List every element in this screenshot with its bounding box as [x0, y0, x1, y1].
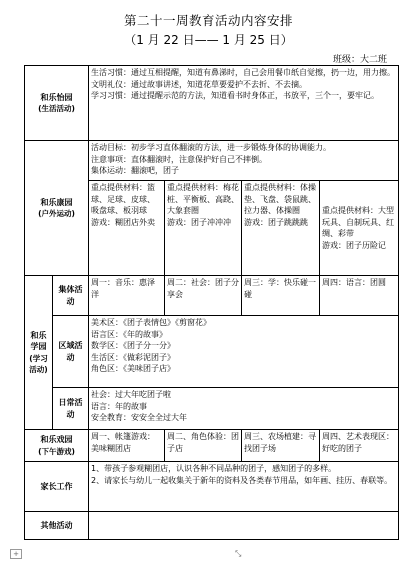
- learning-area-content: 美术区：《团子表情包》《剪窗花》 语言区：《年的故事》 数学区：《团子分一分》 生活区：《做彩泥团子》 角色区：《美味团子店》: [89, 316, 399, 388]
- parents-content: 1、带孩子参观糊团店，认识各种不同品种的团子，感知团子的多样。 2、请家长与幼儿一起收集关于新年的资料及各类春节用品，如年画、挂历、春联等。: [89, 462, 399, 512]
- outdoor-day-mon: 重点提供材料：篮球、足球、皮球、吸盘球、板羽球 游戏：糊团店外卖: [89, 181, 165, 276]
- learning-group-wed: 周三：学：快乐碰一碰: [242, 276, 320, 316]
- date-range: （1 月 22 日—— 1 月 25 日）: [124, 33, 293, 47]
- outdoor-day-thu: 重点提供材料：大型玩具、自制玩具、红绸、彩带 游戏：团子历险记: [320, 181, 399, 276]
- game-day-thu: 周四、艺术表现区：好吃的团子: [320, 430, 399, 462]
- outdoor-day-wed: 重点提供材料：体操垫、飞盘、袋鼠跳、拉力器、体操圈 游戏：团子跳跳跳: [242, 181, 320, 276]
- learning-group-tue: 周二：社会：团子分享会: [165, 276, 242, 316]
- row-learning-area: [25, 316, 399, 388]
- schedule-table: [24, 65, 399, 540]
- page-title: 第二十一周教育活动内容安排: [123, 13, 293, 28]
- resize-icon[interactable]: ⤡: [235, 549, 242, 558]
- outdoor-day-tue: 重点提供材料：梅花桩、平衡板、高跷、大象套圈 游戏：团子冲冲冲: [165, 181, 242, 276]
- row-other: [25, 512, 399, 540]
- game-day-tue: 周二、角色体验：团子店: [165, 430, 242, 462]
- outdoor-intro: 活动目标：初步学习直体翻滚的方法，进一步锻炼身体的协调能力。 注意事项：直体翻滚时，注意保护好自己不摔倒。 集体运动：翻滚吧，团子: [89, 141, 399, 181]
- row-learning-daily: [25, 388, 399, 430]
- section-parents-header: 家长工作: [25, 462, 89, 512]
- row-parents: [25, 462, 399, 512]
- learning-area-label: 区域活动: [53, 316, 89, 388]
- row-outdoor-intro: [25, 141, 399, 181]
- learning-daily-content: 社会：过大年吃团子啦 语言：年的故事 安全教育：安安全全过大年: [89, 388, 399, 430]
- section-other-header: 其他活动: [25, 512, 89, 540]
- section-life-content: [89, 66, 399, 141]
- learning-daily-label: 日常活动: [53, 388, 89, 430]
- section-outdoor-header: 和乐康园 (户外运动): [25, 141, 89, 276]
- row-life: [25, 66, 399, 141]
- learning-group-mon: 周一：音乐：惠泽洋: [89, 276, 165, 316]
- section-learning-header: 和乐学园 (学习活动): [25, 276, 53, 430]
- game-day-mon: 周一、帐篷游戏：美味糊团店: [89, 430, 165, 462]
- plus-move-icon[interactable]: +: [10, 549, 22, 559]
- life-line: 学习习惯：通过提醒示范的方法，知道看书时身体正，书放平，三个一，要牢记。: [91, 91, 380, 100]
- other-content[interactable]: [89, 512, 399, 540]
- section-life-header: 和乐怡园 (生活活动): [25, 66, 89, 141]
- row-game: [25, 430, 399, 462]
- row-learning-group: [25, 276, 399, 316]
- game-day-wed: 周三、农场植建：寻找团子场: [242, 430, 320, 462]
- class-label: 班级：大二班: [332, 55, 387, 65]
- life-line: 生活习惯：通过互相提醒，知道有鼻涕时，自己会用餐巾纸自觉擦，扔一边，用力擦。: [91, 68, 396, 77]
- life-line: 文明礼仪：通过故事讲述，知道花草要爱护不去折、不去摘。: [91, 79, 308, 89]
- learning-group-thu: 周四：语言：团圆: [320, 276, 399, 316]
- section-game-header: 和乐戏园 (下午游戏): [25, 430, 89, 462]
- learning-group-label: 集体活动: [53, 276, 89, 316]
